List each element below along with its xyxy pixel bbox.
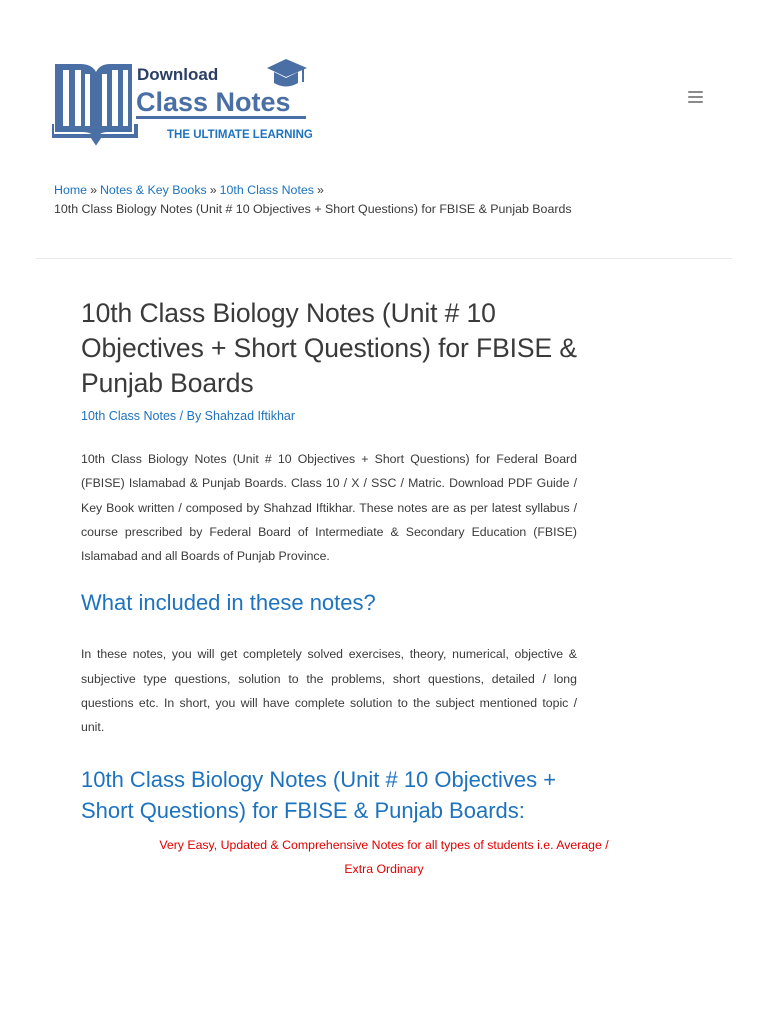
highlight-notice	[140, 833, 628, 881]
graduation-cap-icon	[267, 59, 307, 87]
breadcrumb-notes-key-books[interactable]: Notes & Key Books	[99, 183, 207, 197]
highlight-line-1: Very Easy, Updated & Comprehensive Notes for all types of students i.e. Average /	[159, 838, 609, 852]
header-divider	[36, 258, 732, 259]
highlight-line-2: Extra Ordinary	[344, 862, 424, 876]
section-heading-notes: 10th Class Biology Notes (Unit # 10 Objectives + Short Questions) for FBISE & Punjab Boards:	[81, 766, 557, 823]
post-meta	[81, 407, 577, 425]
breadcrumb-current: 10th Class Biology Notes (Unit # 10 Objectives + Short Questions) for FBISE & Punjab Boards	[54, 201, 572, 216]
intro-paragraph: 10th Class Biology Notes (Unit # 10 Objectives + Short Questions) for Federal Board (FBISE) Islamabad & Punjab Boards. Class 10 / X / SSC / Matric. Download PDF Guide / Key Book written / composed by Shahzad Iftikhar. These notes are as per latest syllabus / course prescribed by Federal Board of Intermediate & Secondary Education (FBISE) Islamabad and all Boards of Punjab Province.	[81, 452, 577, 564]
breadcrumb-separator: »	[316, 183, 324, 197]
open-book-logo-icon	[52, 56, 312, 146]
breadcrumb-home[interactable]: Home	[54, 183, 88, 197]
logo-line1: Download	[137, 65, 219, 84]
site-logo[interactable]	[52, 56, 312, 146]
post-meta-separator: / By	[176, 409, 205, 423]
section-heading-included: What included in these notes?	[81, 590, 376, 616]
site-header	[0, 0, 768, 170]
post-author-link[interactable]: Shahzad Iftikhar	[204, 409, 296, 423]
logo-line2: Class Notes	[136, 87, 291, 117]
included-paragraph: In these notes, you will get completely solved exercises, theory, numerical, objective & subjective type questions, solution to the problems, short questions, detailed / long questions etc. In short, you will have complete solution to the subject mentioned topic / unit.	[81, 647, 577, 735]
logo-tagline: THE ULTIMATE LEARNING	[167, 129, 312, 141]
breadcrumb-separator: »	[90, 183, 97, 197]
breadcrumb-separator: »	[209, 183, 217, 197]
breadcrumb-10th-class-notes[interactable]: 10th Class Notes	[219, 183, 314, 197]
article	[81, 296, 577, 826]
breadcrumb	[54, 181, 574, 218]
hamburger-menu-icon[interactable]	[684, 88, 706, 108]
post-title: 10th Class Biology Notes (Unit # 10 Objectives + Short Questions) for FBISE & Punjab Boards	[81, 298, 577, 398]
post-category-link[interactable]: 10th Class Notes	[81, 409, 177, 423]
